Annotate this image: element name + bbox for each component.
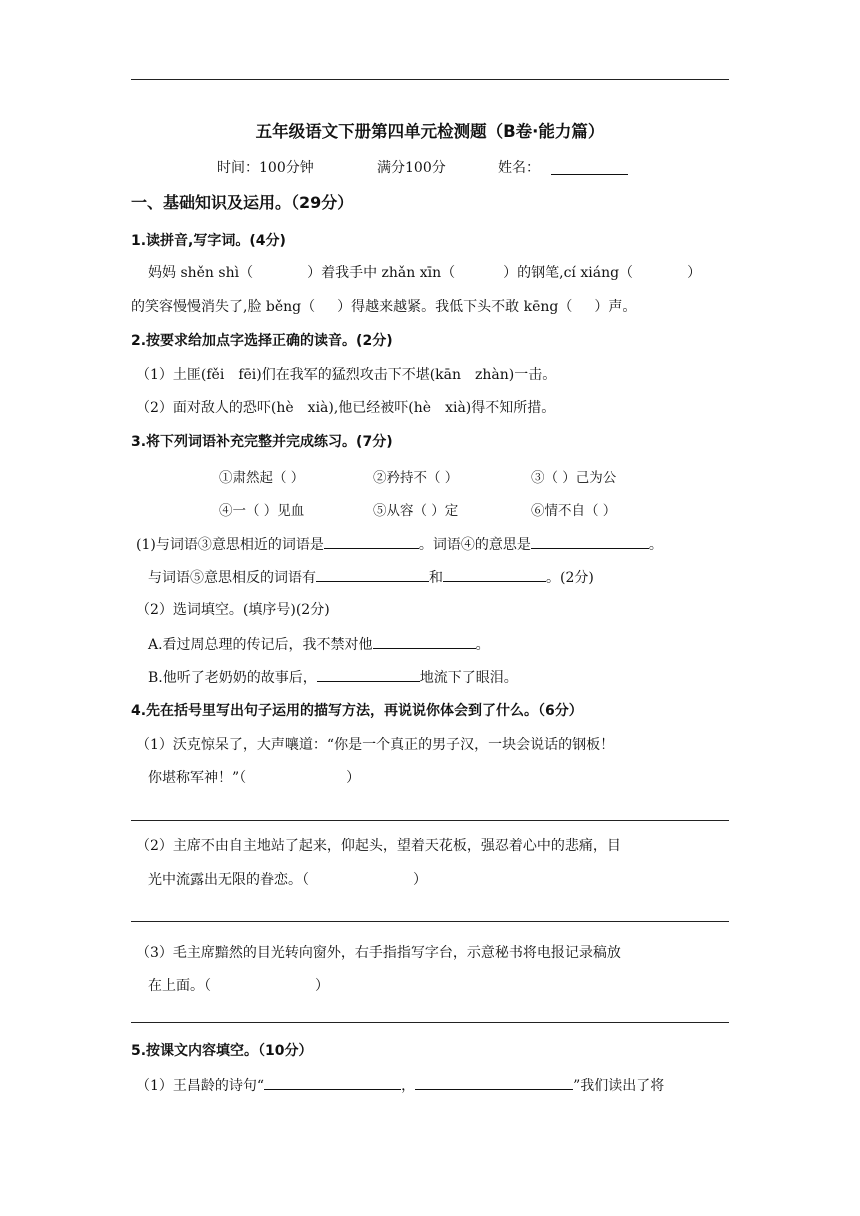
q1-text-g: ）声。 xyxy=(594,299,637,315)
q3-text-c: 。 xyxy=(648,537,663,553)
answer-line[interactable] xyxy=(531,534,649,549)
answer-line[interactable] xyxy=(373,634,476,649)
q1-text-a: 妈妈 shěn shì（ xyxy=(148,265,254,281)
q3-text-j: 地流下了眼泪。 xyxy=(419,670,518,686)
answer-line[interactable] xyxy=(415,1075,573,1090)
q1-text-c: ）的钢笔,cí xiáng（ xyxy=(503,265,634,281)
q4-text-e: 在上面。（ xyxy=(148,978,211,994)
question-3-fill-a xyxy=(148,634,490,655)
question-3-fill-b xyxy=(148,667,518,688)
question-5-item-1 xyxy=(136,1075,664,1096)
q4-text-d: ） xyxy=(413,872,427,888)
question-4-sentence-1: （1）沃克惊呆了，大声嚷道：“你是一个真正的男子汉，一块会说话的钢板！ xyxy=(136,737,615,753)
q5-text-c: ”我们读出了将 xyxy=(573,1078,665,1094)
section-heading: 一、基础知识及运用。（29分） xyxy=(131,193,354,212)
answer-line[interactable] xyxy=(317,667,420,682)
question-4-sentence-2b xyxy=(148,870,427,890)
question-4-sentence-1b xyxy=(148,768,360,788)
word-item-5: ⑤从容（ ）定 xyxy=(373,503,459,519)
answer-line[interactable] xyxy=(443,567,546,582)
question-2-heading: 2.按要求给加点字选择正确的读音。(2分) xyxy=(131,333,393,349)
answer-rule[interactable] xyxy=(131,820,729,821)
question-3-heading: 3.将下列词语补充完整并完成练习。(7分) xyxy=(131,434,393,450)
question-1-line-2 xyxy=(131,297,636,317)
q3-text-e: 和 xyxy=(429,570,443,586)
word-item-6: ⑥情不自（ ） xyxy=(531,503,617,519)
q1-text-e: 的笑容慢慢消失了,脸 běng（ xyxy=(131,299,316,315)
q3-text-b: 。词语④的意思是 xyxy=(418,537,531,553)
q3-text-d: 与词语⑤意思相反的词语有 xyxy=(148,570,316,586)
q1-text-d: ） xyxy=(687,265,702,281)
question-2-item-2: （2）面对敌人的恐吓(hè xià),他已经被吓(hè xià)得不知所措。 xyxy=(136,400,556,416)
question-2-item-1: （1）土匪(fěi fēi)们在我军的猛烈攻击下不堪(kān zhàn)一击。 xyxy=(136,367,557,383)
q3-text-g: A.看过周总理的传记后，我不禁对他 xyxy=(148,637,373,653)
answer-line[interactable] xyxy=(264,1075,401,1090)
time-label: 时间：100分钟 xyxy=(217,160,314,176)
answer-line[interactable] xyxy=(324,534,419,549)
question-1-heading: 1.读拼音,写字词。(4分) xyxy=(131,233,286,249)
question-4-sentence-2: （2）主席不由自主地站了起来，仰起头，望着天花板，强忍着心中的悲痛，目 xyxy=(136,838,621,854)
q4-text-f: ） xyxy=(315,978,329,994)
q3-text-f: 。(2分) xyxy=(546,570,594,586)
q5-text-a: （1）王昌龄的诗句“ xyxy=(136,1078,265,1094)
q1-text-f: ）得越来越紧。我低下头不敢 kēng（ xyxy=(337,299,573,315)
question-3-part-2: （2）选词填空。(填序号)(2分) xyxy=(136,602,330,618)
word-item-4: ④一（ ）见血 xyxy=(219,503,305,519)
top-rule xyxy=(131,79,729,80)
question-4-heading: 4.先在括号里写出句子运用的描写方法，再说说你体会到了什么。（6分） xyxy=(131,703,583,719)
page-title: 五年级语文下册第四单元检测题（B卷·能力篇） xyxy=(255,122,605,141)
answer-rule[interactable] xyxy=(131,1022,729,1023)
score-label: 满分100分 xyxy=(377,160,446,176)
question-5-heading: 5.按课文内容填空。（10分） xyxy=(131,1043,313,1059)
word-item-1: ①肃然起（ ） xyxy=(219,470,305,486)
answer-line[interactable] xyxy=(316,567,429,582)
answer-rule[interactable] xyxy=(131,921,729,922)
question-4-sentence-3b xyxy=(148,976,329,996)
name-field[interactable] xyxy=(551,160,628,175)
q4-text-c: 光中流露出无限的眷恋。（ xyxy=(148,872,309,888)
word-item-3: ③（ ）己为公 xyxy=(531,470,617,486)
q4-text-b: ） xyxy=(346,770,361,786)
question-3-part-1b xyxy=(148,567,594,588)
name-label: 姓名： xyxy=(498,160,540,176)
q5-text-b: ， xyxy=(401,1078,416,1094)
q1-text-b: ）着我手中 zhǎn xīn（ xyxy=(307,265,456,281)
question-3-part-1 xyxy=(136,534,663,555)
q3-text-i: B.他听了老奶奶的故事后， xyxy=(148,670,317,686)
q3-text-h: 。 xyxy=(475,637,490,653)
word-item-2: ②矜持不（ ） xyxy=(373,470,459,486)
question-1-line-1 xyxy=(148,263,701,283)
question-4-sentence-3: （3）毛主席黯然的目光转向窗外，右手指指写字台，示意秘书将电报记录稿放 xyxy=(136,945,621,961)
q4-text-a: 你堪称军神！”（ xyxy=(148,770,247,786)
q3-text-a: (1)与词语③意思相近的词语是 xyxy=(136,537,324,553)
